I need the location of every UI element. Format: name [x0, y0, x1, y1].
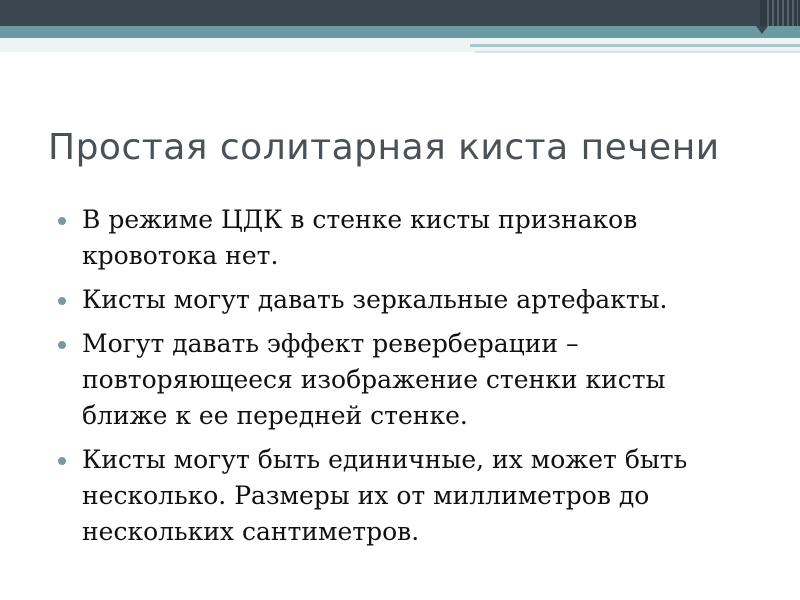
header-band-teal	[0, 26, 800, 38]
header-accent-line	[470, 44, 800, 47]
bullet-marker-icon	[58, 341, 66, 349]
header-notch	[756, 26, 768, 34]
bullet-list	[58, 202, 758, 558]
slide-title: Простая солитарная киста печени	[48, 127, 720, 168]
header-accent-line-thin	[475, 51, 800, 53]
header-corner-stripes	[764, 0, 798, 26]
bullet-text: В режиме ЦДК в стенке кисты признаков кровотока нет.	[82, 205, 638, 270]
bullet-marker-icon	[58, 217, 66, 225]
bullet-text: Кисты могут давать зеркальные артефакты.	[82, 285, 668, 314]
bullet-item	[58, 282, 758, 318]
bullet-item	[58, 326, 758, 434]
bullet-item	[58, 442, 758, 550]
bullet-marker-icon	[58, 297, 66, 305]
bullet-marker-icon	[58, 457, 66, 465]
bullet-item	[58, 202, 758, 274]
bullet-text: Кисты могут быть единичные, их может быть несколько. Размеры их от миллиметров до нескольких сантиметров.	[82, 445, 688, 546]
bullet-text: Могут давать эффект реверберации – повторяющееся изображение стенки кисты ближе к ее передней стенке.	[82, 329, 666, 430]
header-band-dark	[0, 0, 800, 26]
